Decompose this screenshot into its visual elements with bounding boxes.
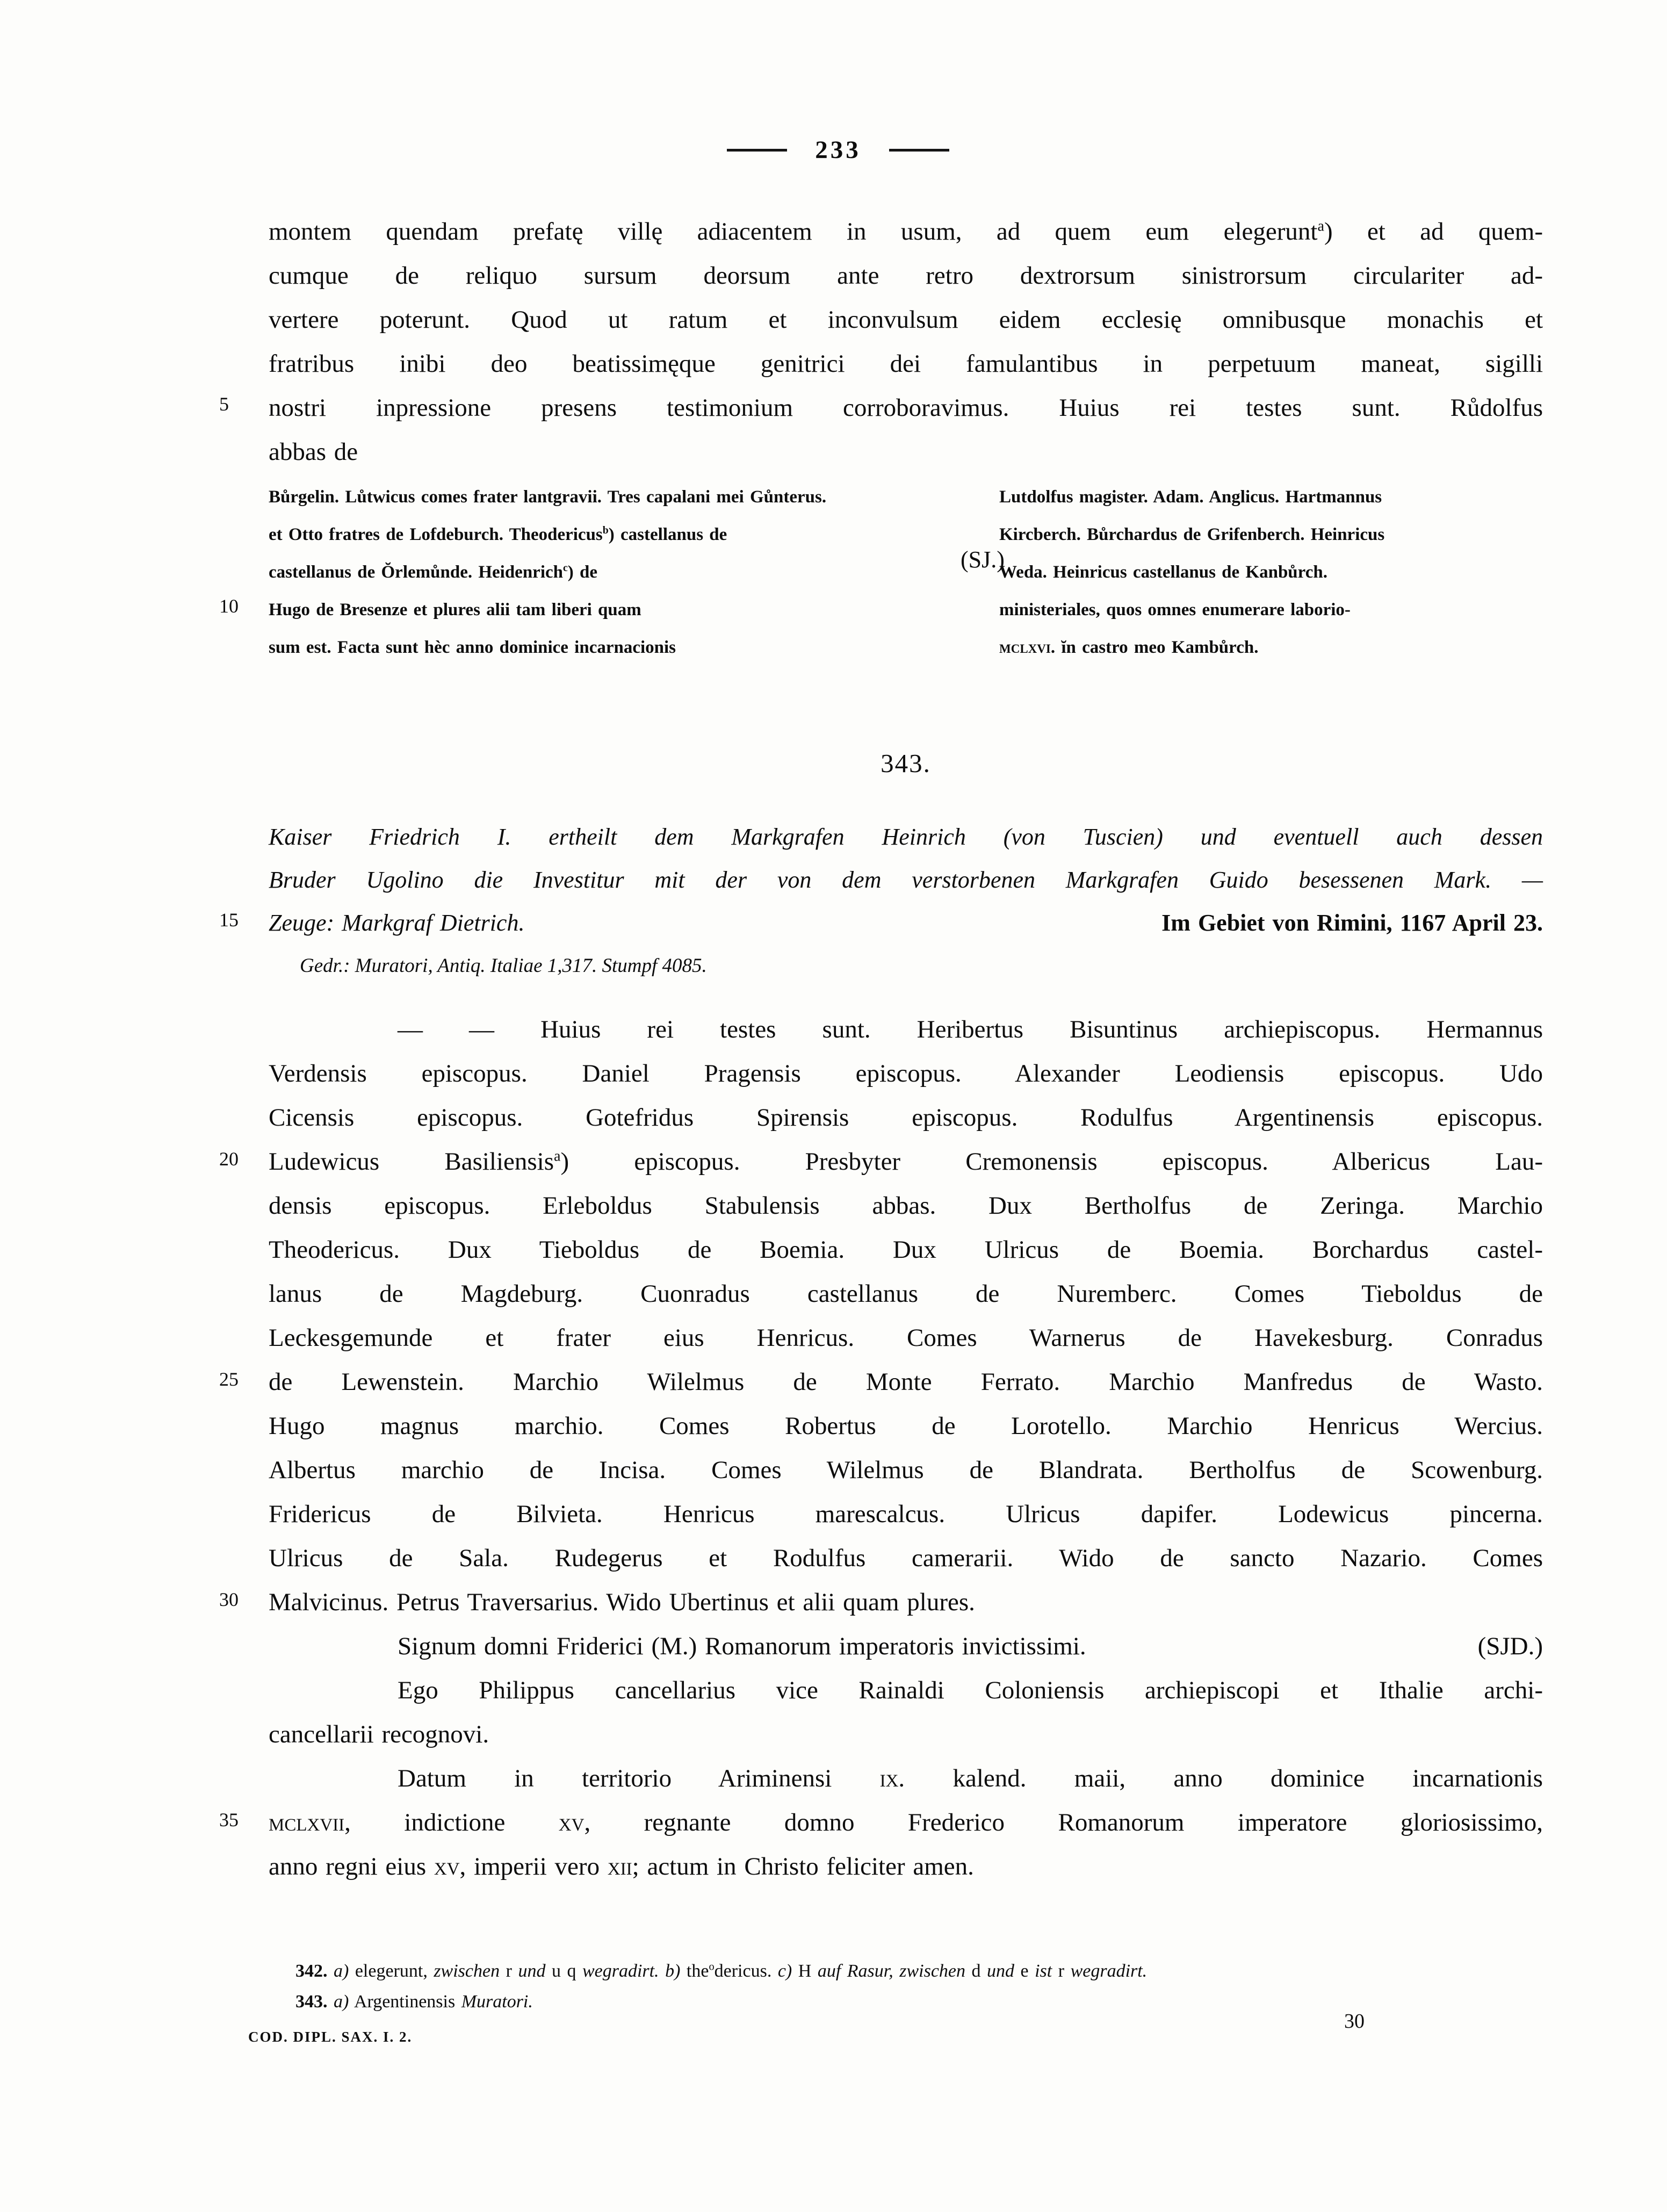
signum-text: Signum domni Friderici (M.) Romanorum imperatoris invictissimi.: [398, 1632, 1086, 1660]
charter-342-witnesses-right-column: [999, 478, 1499, 666]
witness-line: Kircberch. Bůrchardus de Grifenberch. Heinricus: [999, 525, 1385, 544]
text-line: Ulricus de Sala. Rudegerus et Rodulfus camerarii. Wido de sancto Nazario. Comes: [269, 1544, 1543, 1572]
text-line: abbas de: [269, 438, 358, 466]
header-rule-right: [889, 149, 949, 152]
text-line: vertere poterunt. Quod ut ratum et inconvulsum eidem ecclesię omnibusque monachis et: [269, 306, 1543, 334]
witness-line: ministeriales, quos omnes enumerare laborio-: [999, 600, 1351, 619]
sheet-number: 30: [1344, 2010, 1365, 2033]
text-line: montem quendam prefatę villę adiacentem in usum, ad quem eum elegerunt$^a$) et ad quem-: [269, 218, 1543, 246]
text-line: cancellarii recognovi.: [269, 1720, 489, 1748]
margin-line-number-30: 30: [219, 1589, 239, 1610]
charter-343-heading: 343.: [881, 748, 931, 778]
footnotes: [295, 1956, 1547, 2017]
text-line: Fridericus de Bilvieta. Henricus marescalcus. Ulricus dapifer. Lodewicus pincerna.: [269, 1500, 1543, 1528]
witness-line: Hugo de Bresenze et plures alii tam liberi quam: [269, 600, 641, 619]
text-line: Theodericus. Dux Tieboldus de Boemia. Dux Ulricus de Boemia. Borchardus castel-: [269, 1236, 1543, 1264]
text-line: cumque de reliquo sursum deorsum ante retro dextrorsum sinistrorsum circulariter ad-: [269, 262, 1543, 290]
text-line: Ego Philippus cancellarius vice Rainaldi Coloniensis archiepiscopi et Ithalie archi-: [398, 1676, 1543, 1704]
margin-line-number-5: 5: [219, 393, 229, 415]
margin-line-number-10: 10: [219, 595, 239, 617]
text-line: — — Huius rei testes sunt. Heribertus Bisuntinus archiepiscopus. Hermannus: [398, 1015, 1543, 1043]
text-line: densis episcopus. Erleboldus Stabulensis abbas. Dux Bertholfus de Zeringa. Marchio: [269, 1192, 1543, 1220]
margin-line-number-15: 15: [219, 909, 239, 931]
charter-342-body: [269, 210, 1543, 474]
signum-monogram-note: (SJD.): [1477, 1632, 1543, 1660]
seal-note: (SJ.): [961, 546, 1005, 573]
series-signature: COD. DIPL. SAX. I. 2.: [248, 2029, 413, 2045]
regest-line: Bruder Ugolino die Investitur mit der von dem verstorbenen Markgrafen Guido besessenen Mark. —: [269, 867, 1543, 893]
margin-line-number-35: 35: [219, 1809, 239, 1831]
text-line: Hugo magnus marchio. Comes Robertus de Lorotello. Marchio Henricus Wercius.: [269, 1412, 1543, 1440]
charter-343-regest: [269, 816, 1543, 945]
page-number: 233: [815, 136, 861, 164]
text-line: de Lewenstein. Marchio Wilelmus de Monte Ferrato. Marchio Manfredus de Wasto.: [269, 1368, 1543, 1396]
witness-line: et Otto fratres de Lofdeburch. Theodericus$^b$) castellanus de: [269, 524, 727, 544]
page-header: [715, 131, 962, 169]
footnote-343: 343. a) Argentinensis Muratori.: [295, 1992, 533, 2012]
text-line: Cicensis episcopus. Gotefridus Spirensis episcopus. Rodulfus Argentinensis episcopus.: [269, 1104, 1543, 1132]
print-source-note: Gedr.: Muratori, Antiq. Italiae 1,317. Stumpf 4085.: [300, 955, 707, 977]
text-line: lanus de Magdeburg. Cuonradus castellanus de Nuremberc. Comes Tieboldus de: [269, 1280, 1543, 1308]
witness-line: Bůrgelin. Lůtwicus comes frater lantgravii. Tres capalani mei Gůnterus.: [269, 487, 827, 507]
witness-line: sum est. Facta sunt hèc anno dominice incarnacionis: [269, 638, 676, 657]
witness-line: Lutdolfus magister. Adam. Anglicus. Hartmannus: [999, 487, 1382, 507]
text-line: Albertus marchio de Incisa. Comes Wilelmus de Blandrata. Bertholfus de Scowenburg.: [269, 1456, 1543, 1484]
text-line: Malvicinus. Petrus Traversarius. Wido Ubertinus et alii quam plures.: [269, 1588, 975, 1616]
regest-witness-note: Zeuge: Markgraf Dietrich.: [269, 910, 525, 936]
charter-342-witnesses-left-column: [269, 478, 972, 666]
text-line: Leckesgemunde et frater eius Henricus. Comes Warnerus de Havekesburg. Conradus: [269, 1324, 1543, 1352]
charter-343-body: [269, 1007, 1543, 1889]
footnote-342: 342. a) elegerunt, zwischen r und u q wegradirt. b) the$^o$dericus. c) H auf Rasur, zwischen d und e ist r wegradirt.: [295, 1961, 1148, 1981]
text-line: Datum in territorio Ariminensi ix. kalend. maii, anno dominice incarnationis: [398, 1764, 1543, 1792]
witness-line: mclxvi. ĭn castro meo Kambůrch.: [999, 638, 1259, 657]
text-line: Ludewicus Basiliensis$^a$) episcopus. Presbyter Cremonensis episcopus. Albericus Lau-: [269, 1148, 1543, 1176]
charter-date: Im Gebiet von Rimini, 1167 April 23.: [1161, 910, 1543, 936]
regest-line-with-date: [269, 902, 1543, 945]
signum-line: [269, 1624, 1543, 1668]
margin-line-number-25: 25: [219, 1368, 239, 1390]
text-line: nostri inpressione presens testimonium corroboravimus. Huius rei testes sunt. Růdolfus: [269, 394, 1543, 422]
text-line: fratribus inibi deo beatissimęque genitrici dei famulantibus in perpetuum maneat, sigilli: [269, 350, 1543, 378]
text-line: anno regni eius xv, imperii vero xii; actum in Christo feliciter amen.: [269, 1853, 974, 1880]
header-rule-left: [727, 149, 787, 152]
margin-line-number-20: 20: [219, 1148, 239, 1170]
text-line: mclxvii, indictione xv, regnante domno Frederico Romanorum imperatore gloriosissimo,: [269, 1808, 1543, 1836]
text-line: Verdensis episcopus. Daniel Pragensis episcopus. Alexander Leodiensis episcopus. Udo: [269, 1060, 1543, 1087]
witness-line: castellanus de Ŏrlemůnde. Heidenrich$^c$) de: [269, 562, 598, 582]
witness-line: Weda. Heinricus castellanus de Kanbůrch.: [999, 563, 1327, 582]
regest-line: Kaiser Friedrich I. ertheilt dem Markgrafen Heinrich (von Tuscien) und eventuell auch dessen: [269, 824, 1543, 850]
